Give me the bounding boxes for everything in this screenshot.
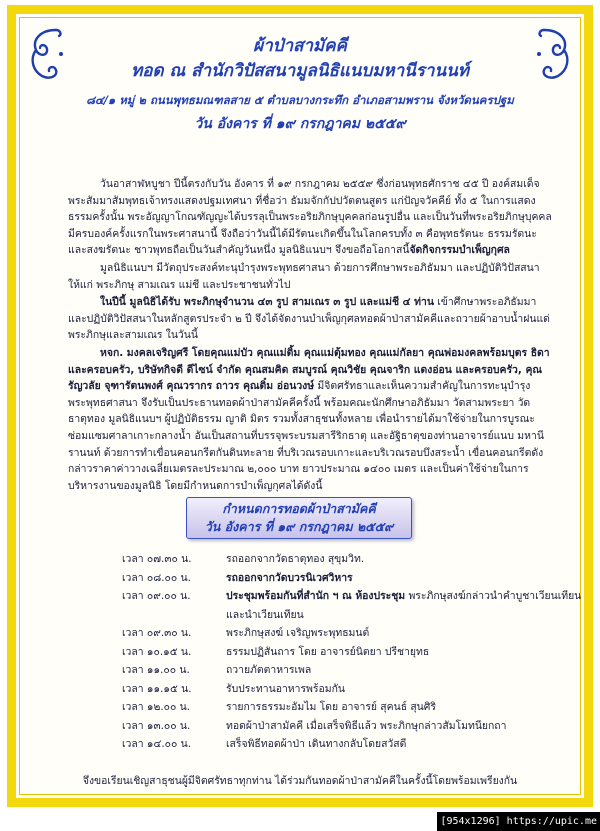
document-title: ผ้าป่าสามัคคี xyxy=(253,36,347,56)
schedule-activity-line-1 xyxy=(226,587,581,606)
schedule-activity: รับประทานอาหารพร้อมกัน xyxy=(226,682,345,695)
schedule-row xyxy=(122,587,582,624)
schedule-activity: รถออกจากวัดบวรนิเวศวิหาร xyxy=(226,571,353,584)
schedule-row xyxy=(122,569,552,588)
schedule-activity: รายการธรรมะอัมไม โดย อาจารย์ สุคนธ์ สุนศิริ xyxy=(226,701,436,713)
schedule-heading-box xyxy=(186,497,412,539)
schedule-row xyxy=(122,643,552,662)
schedule-time: เวลา ๑๔.๐๐ น. xyxy=(122,738,192,750)
paragraph-3-text: เข้าศึกษาพระอภิธัมมา และปฏิบัติวิปัสสนาในหลักสูตรประจำ ๒ ปี จึงได้จัดงานบำเพ็ญกุศลทอดผ้าป่าสามัคคีและถวายผ้าอาบน้ำฝนแด่พระภิกษุและสามเณร ในวันนี้ xyxy=(68,296,550,342)
schedule-date: วัน อังคาร ที่ ๑๙ กรกฎาคม ๒๕๕๙ xyxy=(204,519,394,534)
flourish-ornament-right-icon xyxy=(534,26,574,82)
schedule-time: เวลา ๑๑.๐๐ น. xyxy=(122,664,190,676)
paragraph-4 xyxy=(68,345,552,494)
schedule-activity-line-2: และนำเวียนเทียน xyxy=(226,608,304,621)
paragraph-1-text: วันอาสาฬหบูชา ปีนี้ตรงกับวัน อังคาร ที่ ๑๙ กรกฎาคม ๒๕๕๙ ซึ่งก่อนพุทธศักราช ๔๕ ปี องค์สมเด็จพระสัมมาสัมพุทธเจ้าทรงแสดงปฐมเทศนา ที่ชื่อว่า ธัมมจักกัปปวัตตนสูตร แก่ปัญจวัคคีย์ ทั้ง ๕ ในการแสดงธรรมครั้งนั้น พระอัญญาโกณฑัญญะได้บรรลุเป็นพระอริยภิกษุบุคคลก่อนรูปอื่น และเป็นวันที่พระอริยภิกษุบุคคลมีครบองค์ครั้งแรกในพระศาสนานี้ จึงถือว่าวันนี้ได้มีรัตนะเกิดขึ้นในโลกครบทั้ง ๓ คือพุทธรัตนะ ธรรมรัตนะและสงฆรัตนะ ชาวพุทธถือเป็นวันสำคัญวันหนึ่ง มูลนิธิแนบฯ จึงขอถือโอกาสนี้ xyxy=(68,178,552,257)
schedule-time: เวลา ๑๓.๐๐ น. xyxy=(122,719,191,732)
schedule-row xyxy=(122,717,552,736)
schedule-activity-text: พระภิกษุสงฆ์กล่าวนำคำบูชาเวียนเทียน xyxy=(405,590,582,602)
paragraph-3 xyxy=(68,294,552,344)
schedule-row xyxy=(122,735,552,754)
schedule-row xyxy=(122,624,552,643)
schedule-time: เวลา ๐๗.๓๐ น. xyxy=(122,553,192,565)
schedule-time: เวลา ๑๑.๑๕ น. xyxy=(122,682,192,695)
schedule-title: กำหนดการทอดผ้าป่าสามัคคี xyxy=(222,501,376,516)
schedule-row xyxy=(122,550,552,569)
schedule-activity xyxy=(226,587,581,624)
schedule-row xyxy=(122,680,552,699)
schedule-time: เวลา ๐๙.๓๐ น. xyxy=(122,627,192,639)
schedule-row xyxy=(122,698,552,717)
document-date: วัน อังคาร ที่ ๑๙ กรกฎาคม ๒๕๕๙ xyxy=(194,116,406,132)
paragraph-1-bold-end: จัดกิจกรรมบำเพ็ญกุศล xyxy=(409,244,510,257)
body-text xyxy=(68,176,552,494)
schedule-activity: รถออกจากวัดธาตุทอง สุขุมวิท. xyxy=(226,553,365,565)
schedule-activity: ธรรมปฏิสันถาร โดย อาจารย์นิตยา ปรีชายุทธ xyxy=(226,645,430,658)
schedule-time: เวลา ๐๙.๐๐ น. xyxy=(122,590,191,602)
paragraph-1 xyxy=(68,176,552,259)
paragraph-4-bold: หจก. มงคลเจริญศรี โดยคุณแม่บัว คุณแม่ติ้ม คุณแม่ตุ้มทอง คุณแม่กัลยา คุณพ่อมงคลพร้อมบุตร ธิดาและครอบครัว, บริษัทกิจดี ดีไซน์ จำกัด คุณสมคิด สมบูรณ์ คุณวิชัย คุณจาริก แดงอ่อน และครอบครัว, คุณรัญวลัย จุฑารัตนพงศ์ คุณวรากร ถาวร คุณติ๋ม อ่อนวงษ์ xyxy=(68,346,550,393)
schedule-time: เวลา ๑๐.๑๕ น. xyxy=(122,645,192,658)
image-host-watermark: [954x1296] https://upic.me xyxy=(437,812,600,831)
schedule-activity: พระภิกษุสงฆ์ เจริญพระพุทธมนต์ xyxy=(226,627,370,639)
document-subtitle: ทอด ณ สำนักวิปัสสนามูลนิธิแนบมหานีรานนท์ xyxy=(131,61,469,81)
schedule-activity: ทอดผ้าป่าสามัคคี เมื่อเสร็จพิธีแล้ว พระภิกษุกล่าวสัมโมทนียกถา xyxy=(226,719,507,732)
schedule-activity: ถวายภัตตาหารเพล xyxy=(226,664,312,676)
schedule-time: เวลา ๑๒.๐๐ น. xyxy=(122,701,191,713)
document-address: ๘๔/๑ หมู่ ๒ ถนนพุทธมณฑลสาย ๕ ตำบลบางกระทึก อำเภอสามพราน จังหวัดนครปฐม xyxy=(86,93,514,107)
closing-invitation: จึงขอเรียนเชิญสาธุชนผู้มีจิตศรัทธาทุกท่าน ได้ร่วมกันทอดผ้าป่าสามัคคีในครั้งนี้โดยพร้อมเพรียงกัน xyxy=(82,775,518,787)
schedule-activity-bold: ประชุมพร้อมกันที่สำนัก ฯ ณ ห้องประชุม xyxy=(226,590,406,602)
paragraph-4-text: มีจิตศรัทธาและเห็นความสำคัญในการทะนุบำรุงพระพุทธศาสนา จึงรับเป็นประธานทอดผ้าป่าสามัคคีครั้งนี้ พร้อมคณะนักศึกษาอภิธัมมา วัดสามพระยา วัดธาตุทอง มูลนิธิแนบฯ ผู้ปฏิบัติธรรม ญาติ มิตร รวมทั้งสาธุชนทั้งหลาย เพื่อนำรายได้มาใช้จ่ายในการบูรณะซ่อมแซมศาลาเกาะกลางน้ำ อันเป็นสถานที่บรรจุพระบรมสารีริกธาตุ และอัฐิธาตุของท่านอาจารย์แนบ มหานีรานนท์ ด้วยการทำเขื่อนคอนกรีตกันดินทะลาย ที่บริเวณรอบเกาะและบริเวณรอบบึงสระน้ำ เขื่อนคอนกรีตดังกล่าวราคาค่าวางเฉลี่ยเมตรละประมาณ ๒,๐๐๐ บาท ยาวประมาณ ๑๔๐๐ เมตร และเป็นค่าใช้จ่ายในการบริหารงานของมูลนิธิ โดยมีกำหนดการบำเพ็ญกุศลได้ดังนี้ xyxy=(68,380,544,492)
schedule-activity: เสร็จพิธีทอดผ้าป่า เดินทางกลับโดยสวัสดี xyxy=(226,738,407,750)
paragraph-3-bold: ในปีนี้ มูลนิธิได้รับ พระภิกษุจำนวน ๔๓ รูป สามเณร ๓ รูป และแม่ชี ๔ ท่าน xyxy=(100,296,434,309)
schedule-list xyxy=(122,550,582,754)
schedule-row xyxy=(122,661,552,680)
paragraph-2: มูลนิธิแนบฯ มีวัตถุประสงค์ทะนุบำรุงพระพุทธศาสนา ด้วยการศึกษาพระอภิธัมมา และปฏิบัติวิปัสสนา ให้แก่ พระภิกษุ สามเณร แม่ชี และประชาชนทั่วไป xyxy=(68,261,540,291)
schedule-time: เวลา ๐๘.๐๐ น. xyxy=(122,571,191,584)
